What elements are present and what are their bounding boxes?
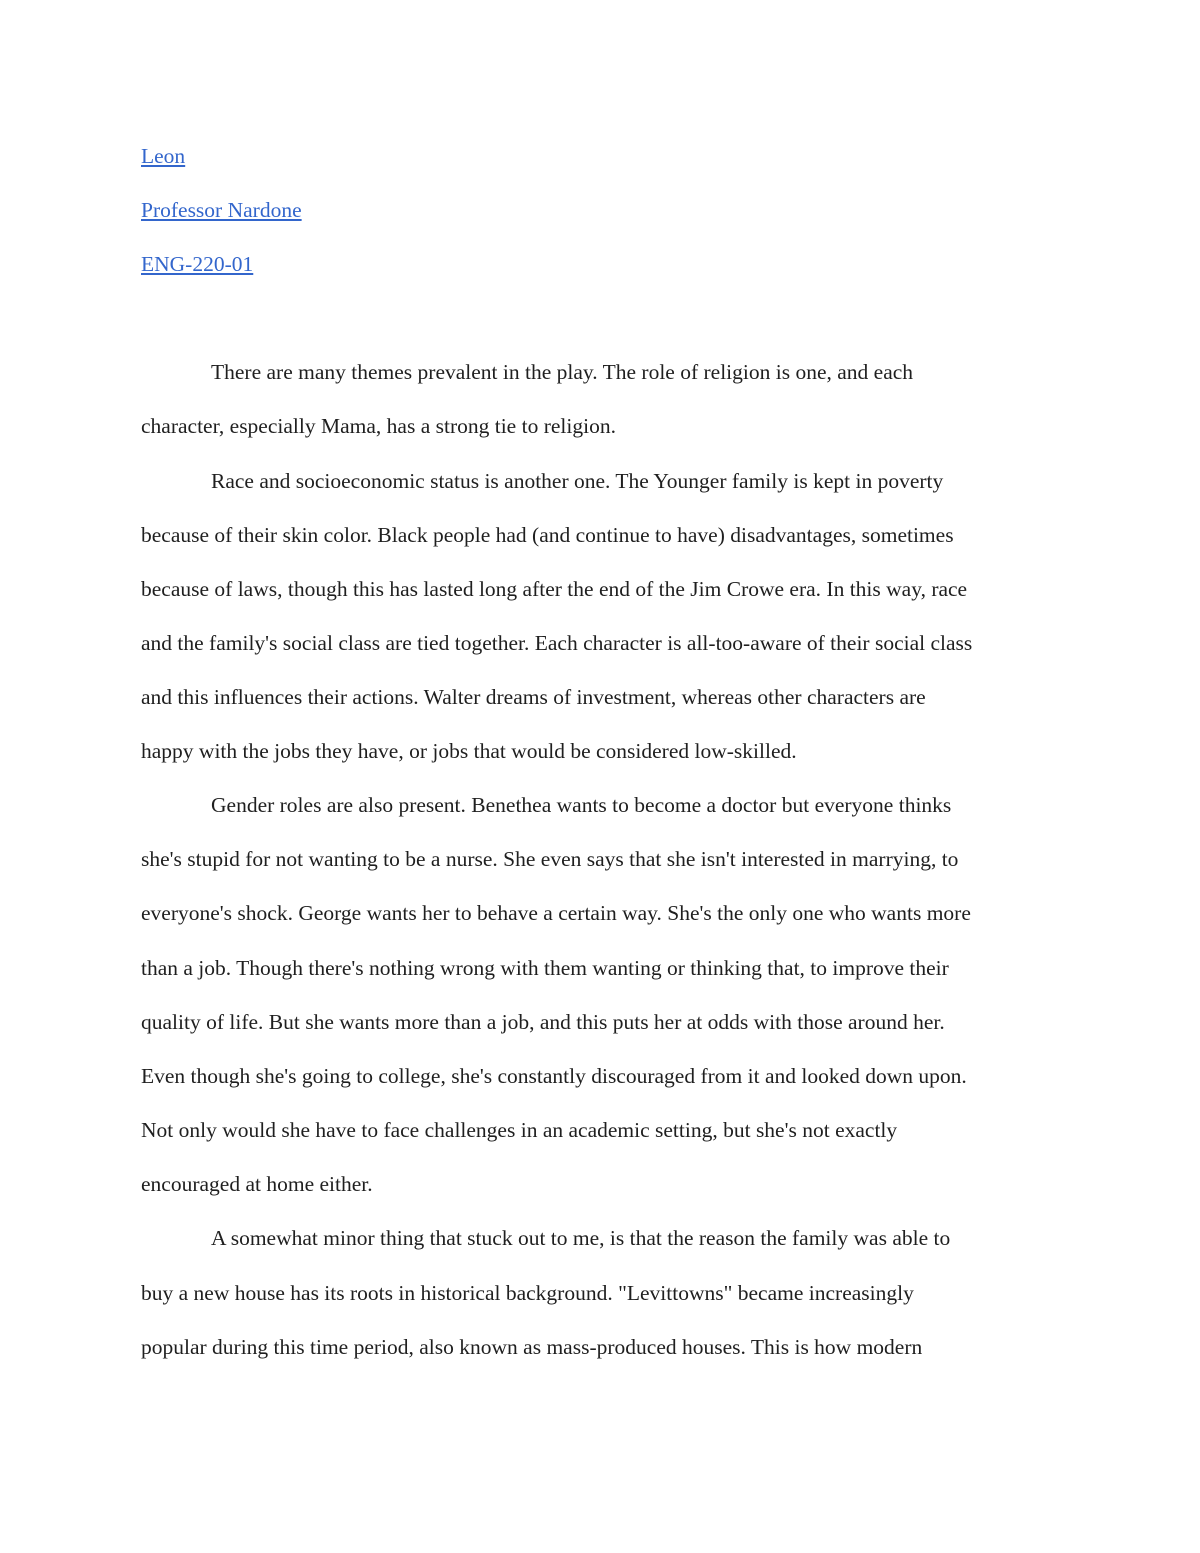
paragraph-gender-line-4: than a job. Though there's nothing wrong with them wanting or thinking that, to improve their <box>141 956 949 980</box>
paragraph-gender-line-2: she's stupid for not wanting to be a nurse. She even says that she isn't interested in marrying, to <box>141 847 959 871</box>
paragraph-race-line-3: because of laws, though this has lasted long after the end of the Jim Crowe era. In this way, race <box>141 577 968 601</box>
paragraph-housing-line-2: buy a new house has its roots in historical background. "Levittowns" became increasingly <box>141 1281 914 1305</box>
paragraph-race-line-5: and this influences their actions. Walter dreams of investment, whereas other characters are <box>141 685 926 709</box>
paragraph-race-line-4: and the family's social class are tied together. Each character is all-too-aware of their social class <box>141 631 973 655</box>
paragraph-gender-line-7: Not only would she have to face challenges in an academic setting, but she's not exactly <box>141 1118 898 1142</box>
paragraph-race-line-1: Race and socioeconomic status is another one. The Younger family is kept in poverty <box>211 469 944 493</box>
paragraph-race-line-2: because of their skin color. Black people had (and continue to have) disadvantages, sometimes <box>141 523 954 547</box>
paragraph-religion-line-1: There are many themes prevalent in the play. The role of religion is one, and each <box>211 360 914 384</box>
course-code-link[interactable]: ENG-220-01 <box>141 252 254 276</box>
paragraph-gender-line-8: encouraged at home either. <box>141 1172 373 1196</box>
paragraph-housing-line-3: popular during this time period, also known as mass-produced houses. This is how modern <box>141 1335 923 1359</box>
paragraph-housing-line-1: A somewhat minor thing that stuck out to me, is that the reason the family was able to <box>211 1226 951 1250</box>
professor-name-link[interactable]: Professor Nardone <box>141 198 302 222</box>
author-name-link[interactable]: Leon <box>141 144 186 168</box>
paragraph-gender-line-1: Gender roles are also present. Benethea wants to become a doctor but everyone thinks <box>211 793 952 817</box>
paragraph-gender-line-5: quality of life. But she wants more than a job, and this puts her at odds with those around her. <box>141 1010 945 1034</box>
paragraph-race-line-6: happy with the jobs they have, or jobs that would be considered low-skilled. <box>141 739 797 763</box>
paragraph-religion-line-2: character, especially Mama, has a strong tie to religion. <box>141 414 616 438</box>
paragraph-gender-line-3: everyone's shock. George wants her to behave a certain way. She's the only one who wants more <box>141 901 971 925</box>
paragraph-gender-line-6: Even though she's going to college, she's constantly discouraged from it and looked down upon. <box>141 1064 967 1088</box>
